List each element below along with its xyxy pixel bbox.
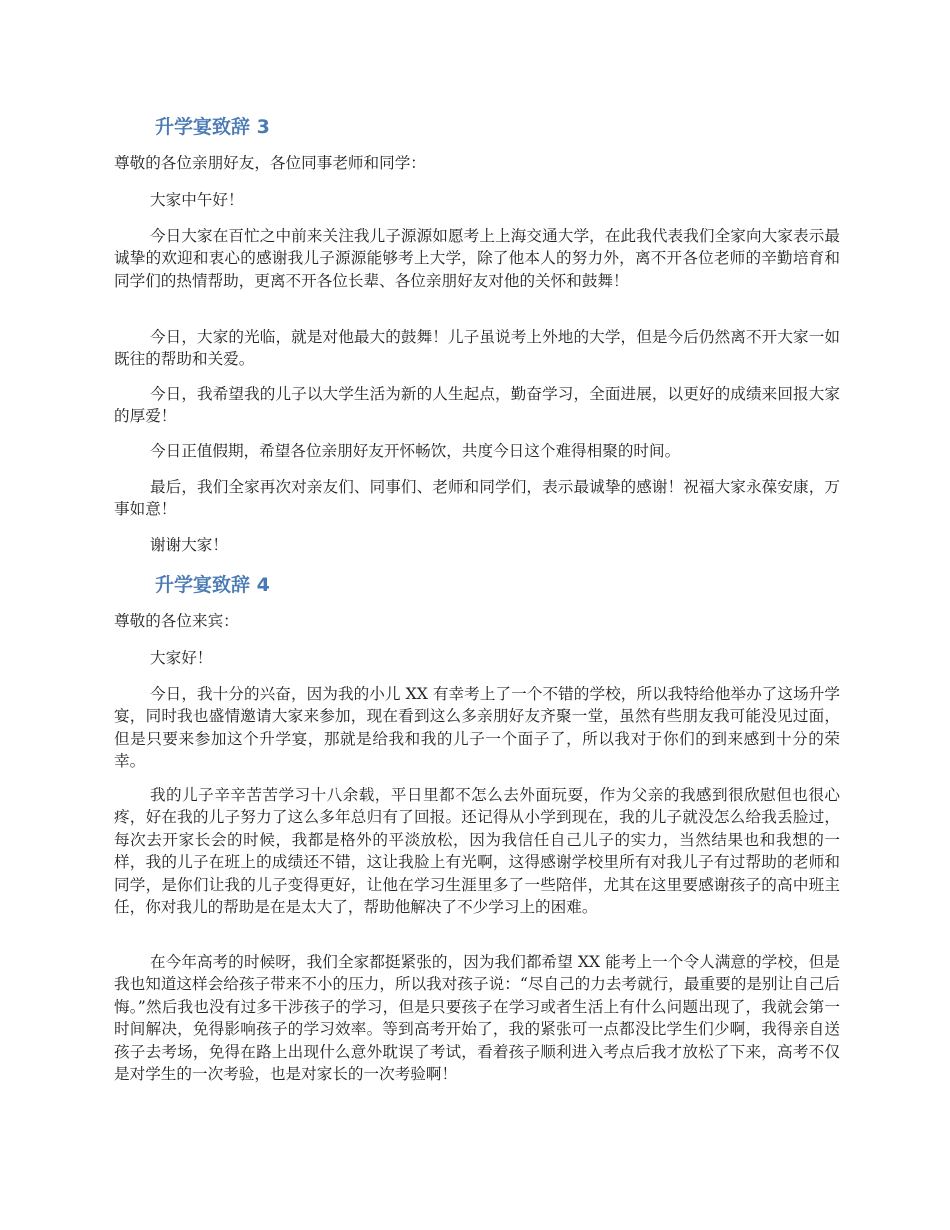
section-3-paragraph: 今日正值假期，希望各位亲朋好友开怀畅饮，共度今日这个难得相聚的时间。 — [150, 442, 681, 460]
section-3-salutation: 尊敬的各位亲朋好友，各位同事老师和同学： — [114, 154, 426, 172]
section-3-greeting: 大家中午好！ — [150, 191, 244, 209]
section-3-heading: 升学宴致辞 3 — [155, 116, 270, 138]
section-3-closing: 谢谢大家！ — [150, 536, 228, 554]
section-4-salutation: 尊敬的各位来宾： — [114, 612, 239, 630]
section-3-paragraph: 今日，大家的光临，就是对他最大的鼓舞！儿子虽说考上外地的大学，但是今后仍然离不开大家一如既往的帮助和关爱。 — [114, 328, 840, 369]
section-3-paragraph: 今日，我希望我的儿子以大学生活为新的人生起点，勤奋学习，全面进展，以更好的成绩来回报大家的厚爱！ — [114, 385, 840, 426]
section-4-greeting: 大家好！ — [150, 649, 213, 667]
section-3-paragraph: 今日大家在百忙之中前来关注我儿子源源如愿考上上海交通大学，在此我代表我们全家向大家表示最诚挚的欢迎和衷心的感谢我儿子源源能够考上大学，除了他本人的努力外，离不开各位老师的辛勤培育和同学们的热情帮助，更离不开各位长辈、各位亲朋好友对他的关怀和鼓舞！ — [114, 227, 840, 290]
section-4-paragraph: 今日，我十分的兴奋，因为我的小儿 XX 有幸考上了一个不错的学校，所以我特给他举办了这场升学宴，同时我也盛情邀请大家来参加，现在看到这么多亲朋好友齐聚一堂，虽然有些朋友我可能没见过面，但是只要来参加这个升学宴，那就是给我和我的儿子一个面子了，所以我对于你们的到来感到十分的荣幸。 — [114, 685, 840, 771]
section-4-paragraph: 在今年高考的时候呀，我们全家都挺紧张的，因为我们都希望 XX 能考上一个令人满意的学校，但是我也知道这样会给孩子带来不小的压力，所以我对孩子说：“尽自己的力去考就行，最重要的是别让自己后悔。”然后我也没有过多干涉孩子的学习，但是只要孩子在学习或者生活上有什么问题出现了，我就会第一时间解决，免得影响孩子的学习效率。等到高考开始了，我的紧张可一点都没比学生们少啊，我得亲自送孩子去考场，免得在路上出现什么意外耽误了考试，看着孩子顺利进入考点后我才放松了下来，高考不仅是对学生的一次考验，也是对家长的一次考验啊！ — [114, 953, 840, 1084]
section-4-paragraph: 我的儿子辛辛苦苦学习十八余载，平日里都不怎么去外面玩耍，作为父亲的我感到很欣慰但也很心疼，好在我的儿子努力了这么多年总归有了回报。还记得从小学到现在，我的儿子就没怎么给我丢脸过，每次去开家长会的时候，我都是格外的平淡放松，因为我信任自己儿子的实力，当然结果也和我想的一样，我的儿子在班上的成绩还不错，这让我脸上有光啊，这得感谢学校里所有对我儿子有过帮助的老师和同学，是你们让我的儿子变得更好，让他在学习生涯里多了一些陪伴，尤其在这里要感谢孩子的高中班主任，你对我儿的帮助是在是太大了，帮助他解决了不少学习上的困难。 — [114, 786, 840, 917]
section-3-paragraph: 最后，我们全家再次对亲友们、同事们、老师和同学们，表示最诚挚的感谢！祝福大家永葆安康，万事如意！ — [114, 478, 840, 519]
section-4-heading: 升学宴致辞 4 — [155, 574, 270, 596]
